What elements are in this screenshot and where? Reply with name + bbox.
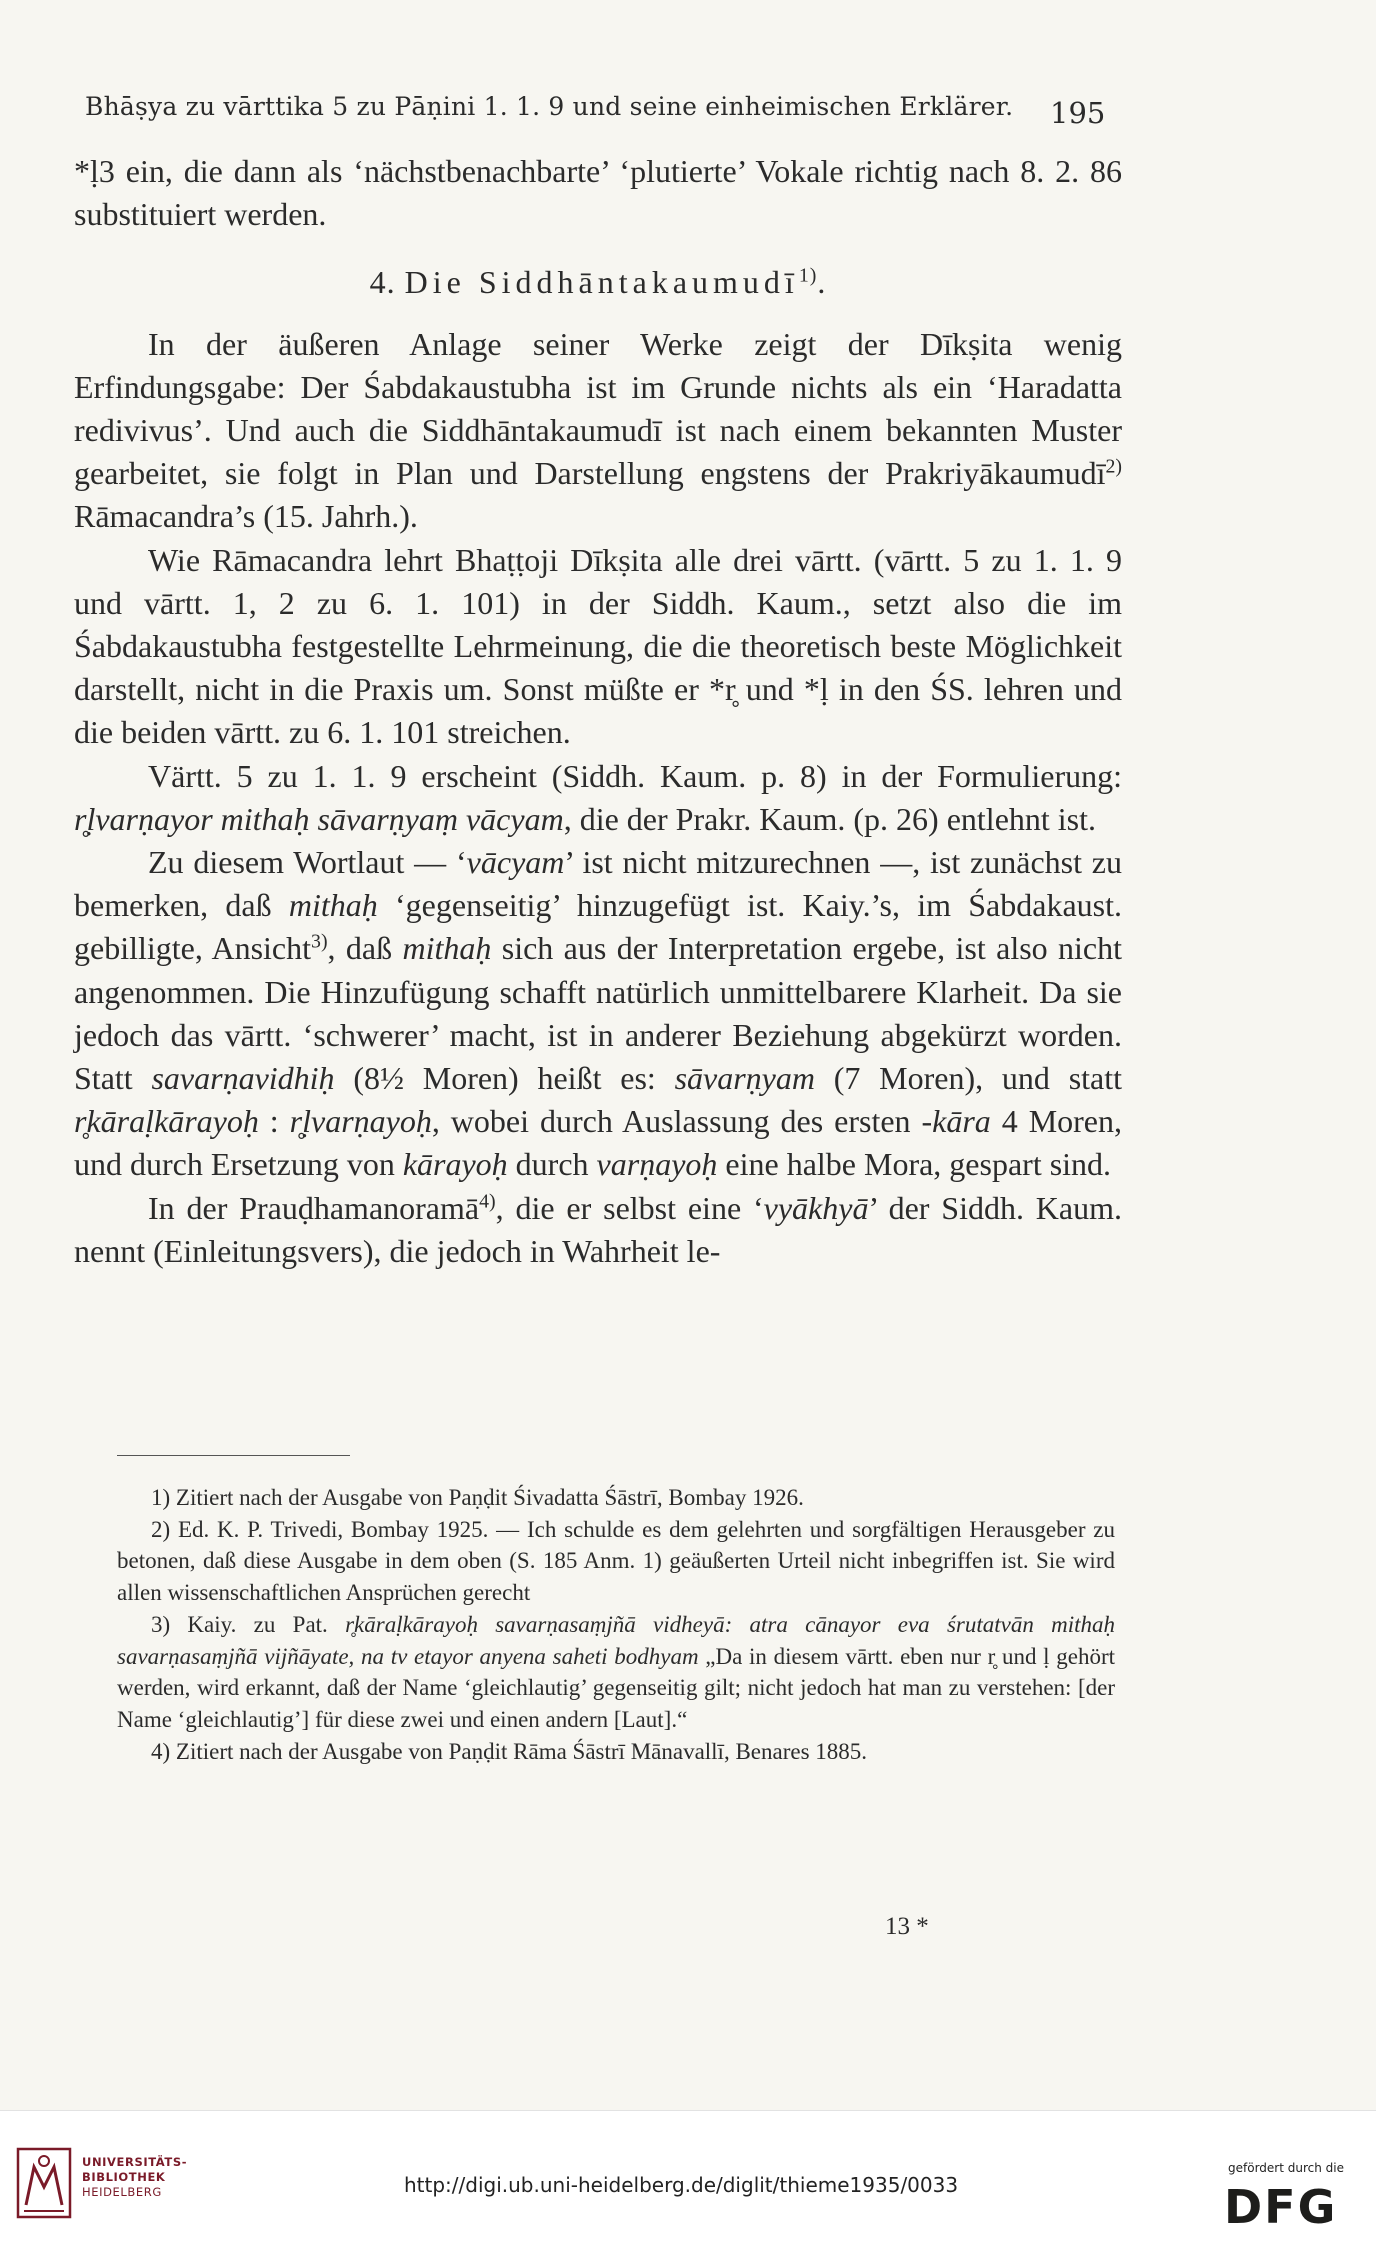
section-heading: 4. Die Siddhāntakaumudī$^{1)}$. [369,264,827,301]
signature-mark: 13 * [885,1913,929,1940]
paragraph-6: In der Prauḍhamanoramā$^{4)}$, die er selbst eine ‘vyākhyā’ der Siddh. Kaum. nennt (Einleitungsvers), die jedoch in Wahrheit le- [74,1189,1123,1269]
footnote-divider [117,1455,350,1456]
paragraph-3: Wie Rāmacandra lehrt Bhaṭṭoji Dīkṣita alle drei vārtt. (vārtt. 5 zu 1. 1. 9 und vārtt. 1, 2 zu 6. 1. 101) in der Siddh. Kaum., setzt also die im Śabdakaustubha festgestellte Lehrmeinung, die die theoretisch beste Möglichkeit darstellt, nicht in die Praxis um. Sonst müßte er *r̥ und *ḷ in den ŚS. lehren und die beiden vārtt. zu 6. 1. 101 streichen. [74,541,1122,751]
footnote-1: 1) Zitiert nach der Ausgabe von Paṇḍit Śivadatta Śāstrī, Bombay 1926. [151,1485,804,1510]
paragraph-1: *ḷ3 ein, die dann als ‘nächstbenachbarte’ ‘plutierte’ Vokale richtig nach 8. 2. 86 substituiert werden. [74,153,1122,233]
page-number: 195 [1050,96,1106,130]
dfg-logo-icon [1222,2181,1362,2229]
running-head: Bhāṣya zu vārttika 5 zu Pāṇini 1. 1. 9 und seine einheimischen Erklärer. [85,92,1014,121]
section-footnote-ref: 1) [798,264,818,287]
footnote-ref-3: 3) [311,930,328,953]
main-text [74,150,1122,1273]
paragraph-5: Zu diesem Wortlaut — ‘vācyam’ ist nicht mitzurechnen —, ist zunächst zu bemerken, daß mithaḥ ‘gegenseitig’ hinzugefügt ist. Kaiy.’s, im Śabdakaust. gebilligte, Ansicht$^{3)}$, daß mithaḥ sich aus der Interpretation ergebe, ist also nicht angenommen. Die Hinzufügung schafft natürlich unmittelbarere Klarheit. Da sie jedoch das vārtt. ‘schwerer’ macht, ist in anderer Beziehung abgekürzt worden. Statt savarṇavidhiḥ (8½ Moren) heißt es: sāvarṇyam (7 Moren), und statt r̥kāraḷkārayoḥ : r̥ḷvarṇayoḥ, wobei durch Auslassung des ersten -kāra 4 Moren, und durch Ersetzung von kārayoḥ durch varṇayoḥ eine halbe Mora, gespart sind. [74,844,1123,1183]
footnote-ref-4: 4) [479,1190,496,1213]
university-seal-icon [16,2147,72,2219]
digital-object-link[interactable]: http://digi.ub.uni-heidelberg.de/diglit/thieme1935/0033 [404,2173,959,2197]
library-name: UNIVERSITÄTS- BIBLIOTHEK HEIDELBERG [82,2155,188,2199]
section-title: Die Siddhāntakaumudī [404,264,799,301]
footnote-ref-2: 2) [1105,455,1122,478]
dfg-logo-text: DFG [1224,2181,1338,2229]
paragraph-2: In der äußeren Anlage seiner Werke zeigt der Dīkṣita wenig Erfindungsgabe: Der Śabdakaustubha ist im Grunde nichts als ein ‘Haradatta redivivus’. Und auch die Siddhāntakaumudī ist nach einem bekannten Muster gearbeitet, sie folgt in Plan und Darstellung engstens der Prakriyākaumudī$^{2)}$ Rāmacandra’s (15. Jahrh.). [74,325,1122,535]
footnote-3: 3) Kaiy. zu Pat. r̥kāraḷkārayoḥ savarṇasaṃjñā vidheyā: atra cānayor eva śrutatvān mithaḥ savarṇasaṃjñā vijñāyate, na tv etayor anyena saheti bodhyam „Da in diesem vārtt. eben nur r̥ und ḷ gehört werden, wird erkannt, daß der Name ‘gleichlautig’ gegenseitig gilt; nicht jedoch hat man zu verstehen: [der Name ‘gleichlautig’] für diese zwei und einen andern [Laut].“ [117,1611,1115,1732]
quoted-varttika: r̥ḷvarṇayor mithaḥ sāvarṇyaṃ vācyam [74,800,564,837]
section-number: 4. [369,264,396,301]
funding-label: gefördert durch die [1228,2161,1344,2175]
digitization-footer [0,2110,1376,2251]
footnotes [117,1482,1115,1767]
footnote-4: 4) Zitiert nach der Ausgabe von Paṇḍit Rāma Śāstrī Mānavallī, Benares 1885. [151,1738,868,1764]
paragraph-4: Värtt. 5 zu 1. 1. 9 erscheint (Siddh. Kaum. p. 8) in der Formulierung: r̥ḷvarṇayor mithaḥ sāvarṇyaṃ vācyam, die der Prakr. Kaum. (p. 26) entlehnt ist. [74,757,1122,837]
footnote-2: 2) Ed. K. P. Trivedi, Bombay 1925. — Ich schulde es dem gelehrten und sorgfältigen Herausgeber zu betonen, daß diese Ausgabe in dem oben (S. 185 Anm. 1) geäußerten Urteil nicht inbegriffen ist. Sie wird allen wissenschaftlichen Ansprüchen gerecht [117,1516,1115,1606]
